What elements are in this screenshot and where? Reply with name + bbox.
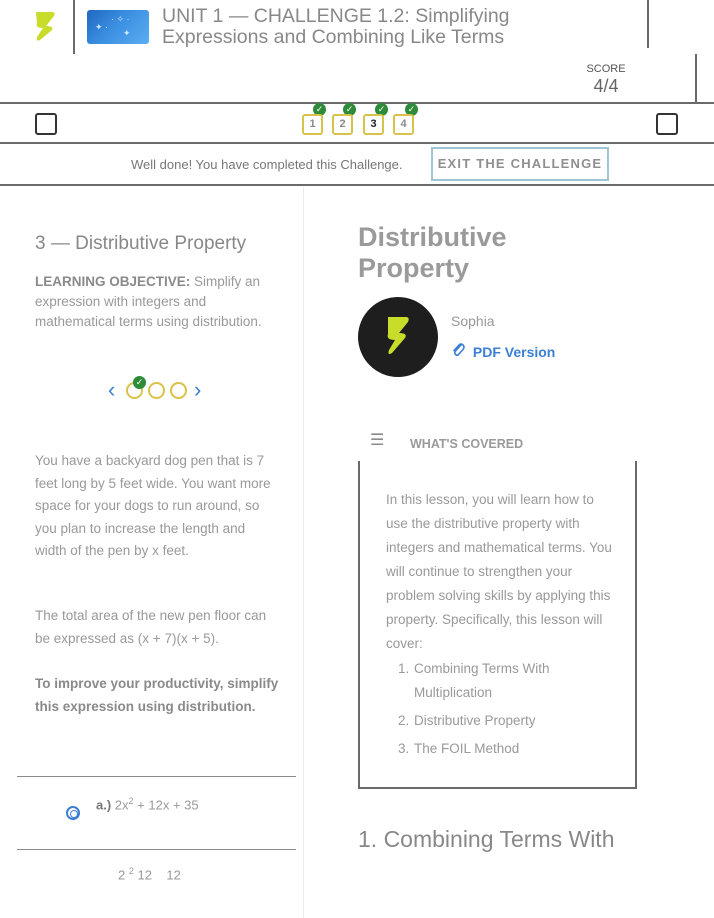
question-pager [108,378,208,404]
answer-b-base: 2 [118,867,126,883]
challenge-header [0,0,714,56]
question-2-button[interactable]: 2 [332,114,353,135]
problem-paragraph: You have a backyard dog pen that is 7 feet long by 5 feet wide. You want more space for your dogs to run around, so you plan to increase the length and width of the pen by x feet. [35,453,271,558]
nav-bottom-border [0,142,714,144]
sophia-logo-icon [26,8,64,42]
nav-right-checkbox[interactable] [656,113,678,135]
whats-covered-text: In this lesson, you will learn how to use the distributive property with integers and mathematical terms. You will continue to strengthen your problem solving skills by applying this property. Specifically, this lesson will cover: [386,492,612,651]
problem-instruction: To improve your productivity, simplify this expression using distribution. [35,676,279,714]
header-divider [73,0,75,54]
answer-divider [17,849,296,850]
section-title: 3 — Distributive Property [35,233,247,254]
answer-a-suffix: + 12x + 35 [137,797,199,813]
challenge-title [162,6,582,48]
unit-thumbnail: ✦ · · ✧ · ✦ [87,10,149,44]
answer-b-partial[interactable] [118,866,181,882]
section-heading: 1. Combining Terms With [358,826,615,852]
author-name: Sophia [451,313,495,329]
score-value: 4/4 [593,76,619,96]
learning-objective-label: LEARNING OBJECTIVE: [35,274,191,289]
covered-list [398,657,618,765]
score-label: SCORE [586,63,626,75]
list-item-text: Combining Terms With Multiplication [414,661,550,700]
sophia-logo-icon [358,297,438,377]
challenge-title-line2: Expressions and Combining Like Terms [162,26,505,48]
list-item-text: Distributive Property [414,713,536,728]
pager-dot-3[interactable] [170,382,187,399]
pdf-version-label: PDF Version [472,344,556,360]
answer-a-label: a.) [96,797,112,813]
chevron-right-icon[interactable]: › [194,377,202,402]
list-item [398,737,618,761]
answer-b-rest: 12 12 [137,867,181,883]
chevron-left-icon[interactable]: ‹ [108,377,116,402]
learning-objective [35,272,275,332]
check-icon: ✓ [313,103,326,116]
header-divider [647,0,649,48]
answer-a[interactable] [96,796,199,812]
completion-bottom-border [0,184,714,186]
pdf-version-link[interactable] [451,341,555,360]
challenge-title-line1: UNIT 1 — CHALLENGE 1.2: Simplifying [162,5,510,27]
exit-challenge-button[interactable]: EXIT THE CHALLENGE [431,147,609,181]
list-item-number: 3. [398,741,410,756]
answer-divider [17,776,296,777]
list-item-number: 2. [398,713,410,728]
list-item [398,657,618,705]
answer-a-prefix: 2x [114,797,129,813]
check-icon: ✓ [375,103,388,116]
score-divider [695,54,697,104]
whats-covered-label: WHAT'S COVERED [410,437,524,451]
list-item [398,709,618,733]
nav-left-checkbox[interactable] [35,113,57,135]
check-icon: ✓ [343,103,356,116]
paperclip-icon [451,341,469,360]
list-item-number: 1. [398,661,410,676]
lesson-title: Distributive Property [358,222,507,283]
question-1-button[interactable]: 1 [302,114,323,135]
answer-b-exponent: 2 [128,866,134,876]
problem-expression: The total area of the new pen floor can be expressed as (x + 7)(x + 5). [35,608,267,646]
column-separator [303,187,304,918]
pager-dot-2[interactable] [148,382,165,399]
list-icon: ☰ [370,432,385,449]
check-icon: ✓ [405,103,418,116]
list-item-text: The FOIL Method [414,741,520,756]
answer-a-exponent: 2 [128,796,134,806]
nav-top-border [0,102,714,104]
learning-objective-text: Simplify an expression with integers and mathematical terms using distribution. [35,274,262,329]
author-avatar [358,297,438,377]
question-3-button[interactable]: 3 [363,114,384,135]
check-icon: ✓ [133,376,146,389]
question-4-button[interactable]: 4 [393,114,414,135]
completion-message: Well done! You have completed this Challenge. [131,157,403,172]
answer-a-radio[interactable] [66,806,80,820]
